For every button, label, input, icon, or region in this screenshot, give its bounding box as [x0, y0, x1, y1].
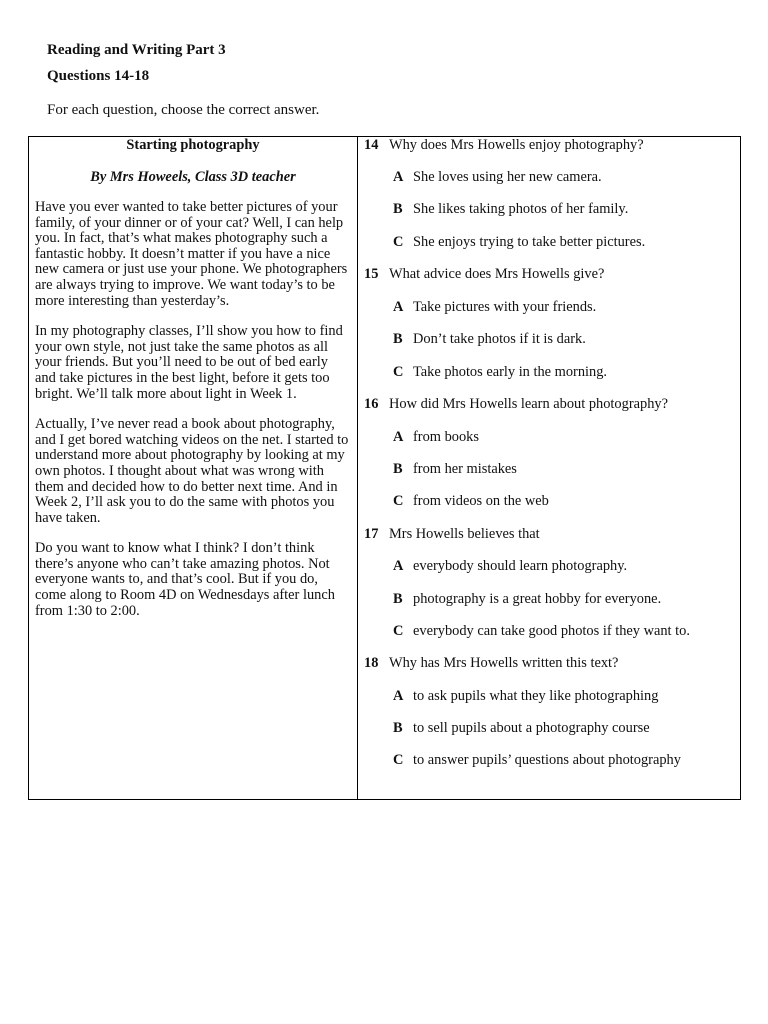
option-text: photography is a great hobby for everyone. — [413, 591, 662, 607]
question-number: 14 — [364, 137, 379, 153]
option-text: from videos on the web — [413, 493, 549, 509]
question-text: What advice does Mrs Howells give? — [389, 266, 605, 282]
option-16-c[interactable] — [393, 493, 549, 510]
option-letter: C — [393, 364, 404, 380]
option-text: to ask pupils what they like photographing — [413, 688, 659, 704]
option-letter: C — [393, 234, 404, 250]
question-16 — [364, 396, 668, 413]
option-17-a[interactable] — [393, 558, 627, 575]
article-paragraph: Do you want to know what I think? I don’t think there’s anyone who can’t take amazing photos. Not everyone wants to, and that’s cool. But if you do, come along to Room 4D on Wednesdays after lunch from 1:30 to 2:00. — [35, 540, 335, 619]
option-letter: A — [393, 169, 404, 185]
section-title: Reading and Writing Part 3 — [47, 42, 226, 58]
option-text: from her mistakes — [413, 461, 517, 477]
question-15 — [364, 266, 604, 283]
option-15-a[interactable] — [393, 299, 596, 316]
option-text: everybody can take good photos if they want to. — [413, 623, 690, 639]
question-14 — [364, 137, 644, 154]
option-letter: A — [393, 558, 404, 574]
question-number: 18 — [364, 655, 379, 671]
option-15-b[interactable] — [393, 331, 586, 348]
option-text: She likes taking photos of her family. — [413, 201, 629, 217]
option-18-b[interactable] — [393, 720, 650, 737]
questions-range: Questions 14-18 — [47, 68, 150, 84]
option-16-b[interactable] — [393, 461, 517, 478]
option-letter: A — [393, 429, 404, 445]
question-number: 16 — [364, 396, 379, 412]
option-15-c[interactable] — [393, 364, 607, 381]
article-paragraph: Have you ever wanted to take better pictures of your family, of your dinner or of your cat? Well, I can help you. In fact, that’s what makes photography such a fantastic hobby. It doesn’t matter if you have a nice new camera or just use your phone. We photographers are always trying to improve. We want today’s to be more interesting than yesterday’s. — [35, 199, 348, 309]
question-text: How did Mrs Howells learn about photography? — [389, 396, 668, 412]
article-title: Starting photography — [126, 137, 260, 153]
exam-table — [28, 136, 741, 800]
instructions-text: For each question, choose the correct answer. — [47, 102, 320, 118]
article-paragraph: In my photography classes, I’ll show you how to find your own style, not just take the same photos as all your friends. But you’ll need to be out of bed early and take pictures in the best light, before it gets too bright. We’ll talk more about light in Week 1. — [35, 323, 343, 402]
option-text: Don’t take photos if it is dark. — [413, 331, 586, 347]
article-column — [29, 137, 358, 799]
question-17 — [364, 526, 540, 543]
question-number: 15 — [364, 266, 379, 282]
article-byline: By Mrs Howeels, Class 3D teacher — [90, 169, 296, 185]
option-text: to sell pupils about a photography course — [413, 720, 650, 736]
option-14-c[interactable] — [393, 234, 645, 251]
option-letter: B — [393, 591, 403, 607]
question-number: 17 — [364, 526, 379, 542]
option-17-b[interactable] — [393, 591, 661, 608]
option-letter: A — [393, 688, 404, 704]
option-text: She enjoys trying to take better pictures. — [413, 234, 646, 250]
option-letter: C — [393, 623, 404, 639]
question-18 — [364, 655, 618, 672]
option-text: Take photos early in the morning. — [413, 364, 608, 380]
option-17-c[interactable] — [393, 623, 690, 640]
question-text: Mrs Howells believes that — [389, 526, 540, 542]
option-text: to answer pupils’ questions about photography — [413, 752, 681, 768]
questions-column — [358, 137, 740, 799]
option-letter: C — [393, 493, 404, 509]
option-letter: C — [393, 752, 404, 768]
article-paragraph: Actually, I’ve never read a book about photography, and I get bored watching videos on the net. I started to understand more about photography by looking at my own photos. I thought about what was wrong with them and decided how to do better next time. And in Week 2, I’ll ask you to do the same with photos you have taken. — [35, 416, 349, 526]
option-letter: B — [393, 331, 403, 347]
option-18-a[interactable] — [393, 688, 658, 705]
option-18-c[interactable] — [393, 752, 681, 769]
option-letter: A — [393, 299, 404, 315]
option-14-b[interactable] — [393, 201, 628, 218]
option-text: from books — [413, 429, 479, 445]
option-letter: B — [393, 720, 403, 736]
option-16-a[interactable] — [393, 429, 479, 446]
option-text: Take pictures with your friends. — [413, 299, 597, 315]
option-14-a[interactable] — [393, 169, 602, 186]
question-text: Why has Mrs Howells written this text? — [389, 655, 619, 671]
option-letter: B — [393, 461, 403, 477]
option-text: She loves using her new camera. — [413, 169, 602, 185]
option-letter: B — [393, 201, 403, 217]
question-text: Why does Mrs Howells enjoy photography? — [389, 137, 644, 153]
option-text: everybody should learn photography. — [413, 558, 628, 574]
